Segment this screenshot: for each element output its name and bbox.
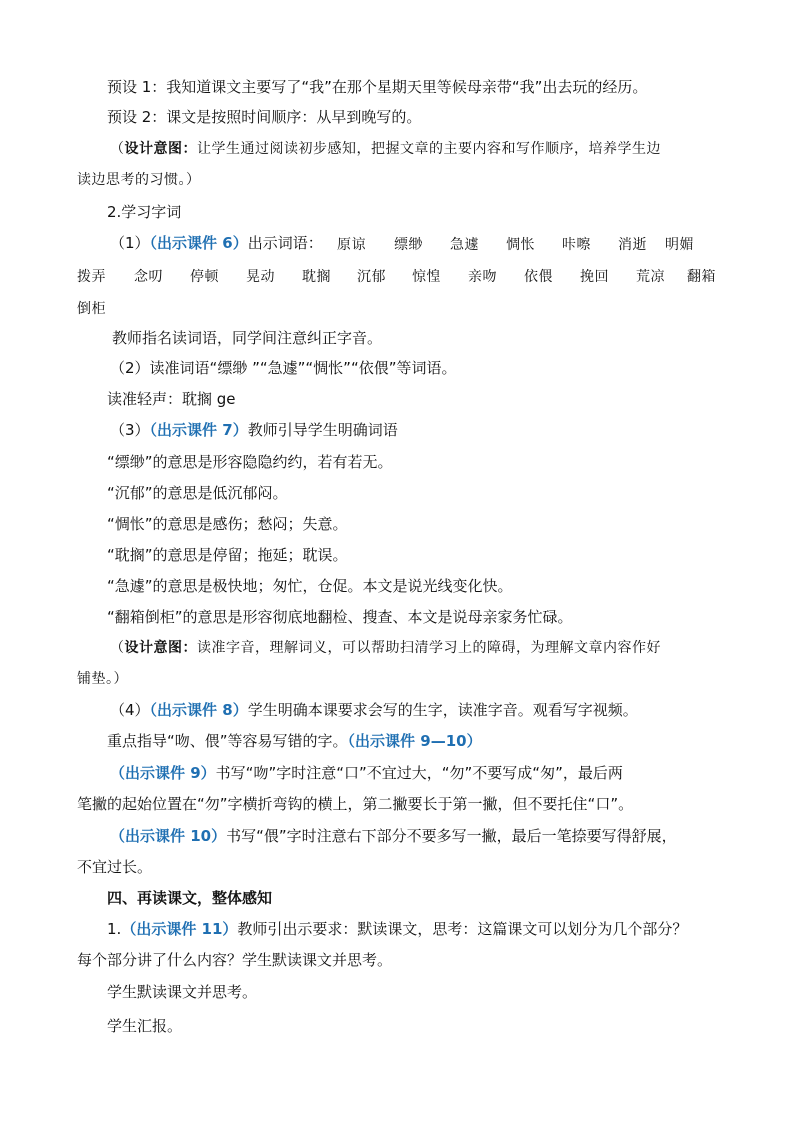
students-report: 学生汇报。	[107, 1017, 183, 1035]
vocab-word: 原谅	[337, 237, 366, 253]
vocab-word: 消逝	[618, 237, 647, 253]
courseware-ref: （出示课件 10）	[110, 827, 227, 845]
section-heading-reread: 四、再读课文，整体感知	[107, 889, 273, 907]
meaning-3: “惆怅”的意思是感伤；愁闷；失意。	[107, 515, 348, 533]
preset-1: 预设 1：我知道课文主要写了“我”在那个星期天里等候母亲带“我”出去玩的经历。	[107, 78, 648, 96]
courseware-ref: （出示课件 8）	[149, 701, 248, 719]
vocab-word: 咔嚓	[562, 237, 591, 253]
vocab-word: 倒柜	[77, 301, 106, 317]
vocab-word: 依偎	[524, 269, 553, 285]
step-2: （2）读准词语“缥缈 ”“急遽”“惆怅”“依偎”等词语。	[110, 359, 457, 377]
vocab-word: 明媚	[665, 237, 694, 253]
design-intent-1	[110, 139, 661, 159]
meaning-6: “翻箱倒柜”的意思是形容彻底地翻检、搜查、本文是说母亲家务忙碌。	[107, 608, 573, 626]
reread-step-1	[107, 919, 687, 939]
vocab-word: 晃动	[246, 269, 275, 285]
vocab-word: 念叨	[134, 269, 163, 285]
writing-guide-wei-cont: 不宜过长。	[77, 858, 153, 876]
students-read: 学生默读课文并思考。	[107, 983, 258, 1001]
writing-guide-wei	[110, 826, 677, 846]
vocab-word: 惆怅	[506, 237, 535, 253]
design-intent-1-cont: 读边思考的习惯。）	[77, 172, 201, 188]
step-number: （1）	[110, 234, 150, 252]
guide-text: 书写“吻”字时注意“口”不宜过大，“勿”不要写成“匆”，最后两	[215, 764, 623, 782]
vocab-word: 亲吻	[468, 269, 497, 285]
courseware-ref: （出示课件 9）	[110, 764, 216, 782]
meaning-2: “沉郁”的意思是低沉郁闷。	[107, 484, 288, 502]
vocab-word: 惊惶	[412, 269, 441, 285]
guidance-text: 重点指导“吻、偎”等容易写错的字。	[107, 732, 348, 750]
reread-step-1-cont: 每个部分讲了什么内容？学生默读课文并思考。	[77, 951, 393, 969]
paren-open: （	[110, 640, 125, 656]
step-4	[110, 700, 638, 720]
step-text: 出示词语：	[247, 234, 323, 252]
step-text: 学生明确本课要求会写的生字，读准字音。观看写字视频。	[247, 701, 638, 719]
key-guidance	[107, 731, 482, 751]
preset-2: 预设 2：课文是按照时间顺序：从早到晚写的。	[107, 108, 422, 126]
vocab-word: 耽搁	[302, 269, 331, 285]
writing-guide-wen	[110, 763, 623, 783]
meaning-5: “急遽”的意思是极快地；匆忙，仓促。本文是说光线变化快。	[107, 577, 513, 595]
courseware-ref: （出示课件 9—10）	[347, 732, 482, 750]
vocab-word: 停顿	[190, 269, 219, 285]
vocab-word: 拨弄	[77, 269, 106, 285]
vocab-word: 荒凉	[636, 269, 665, 285]
vocab-word: 急遽	[450, 237, 479, 253]
courseware-ref: （出示课件 7）	[149, 421, 248, 439]
courseware-ref: （出示课件 6）	[149, 234, 248, 252]
step-text: 教师引导学生明确词语	[247, 421, 398, 439]
section-heading-vocabulary: 2.学习字词	[107, 203, 182, 221]
design-intent-text: 读准字音，理解词义，可以帮助扫清学习上的障碍，为理解文章内容作好	[197, 640, 661, 656]
teacher-read-words: 教师指名读词语，同学间注意纠正字音。	[112, 329, 383, 347]
step-number: （4）	[110, 701, 150, 719]
guide-text: 书写“偎”字时注意右下部分不要多写一撇，最后一笔捺要写得舒展，	[226, 827, 677, 845]
design-intent-2-cont: 铺垫。）	[77, 671, 128, 687]
writing-guide-wen-cont: 笔撇的起始位置在“勿”字横折弯钩的横上，第二撇要长于第一撇，但不要托住“口”。	[77, 795, 634, 813]
design-intent-label: 设计意图：	[124, 141, 197, 157]
meaning-4: “耽搁”的意思是停留；拖延；耽误。	[107, 546, 348, 564]
step-text: 教师引出示要求：默读课文，思考：这篇课文可以划分为几个部分？	[237, 920, 688, 938]
vocab-word: 缥缈	[394, 237, 423, 253]
vocab-word: 沉郁	[357, 269, 386, 285]
paren-open: （	[110, 141, 125, 157]
design-intent-text: 让学生通过阅读初步感知，把握文章的主要内容和写作顺序，培养学生边	[197, 141, 661, 157]
vocab-word: 翻箱	[687, 269, 716, 285]
design-intent-label: 设计意图：	[124, 640, 197, 656]
step-number: （3）	[110, 421, 150, 439]
design-intent-2	[110, 638, 661, 658]
neutral-tone-note: 读准轻声：耽搁 ge	[107, 390, 236, 408]
step-number: 1.	[107, 920, 122, 938]
courseware-ref: （出示课件 11）	[121, 920, 238, 938]
step-3	[110, 420, 398, 440]
step-1	[110, 233, 323, 253]
meaning-1: “缥缈”的意思是形容隐隐约约，若有若无。	[107, 453, 393, 471]
vocab-word: 挽回	[580, 269, 609, 285]
